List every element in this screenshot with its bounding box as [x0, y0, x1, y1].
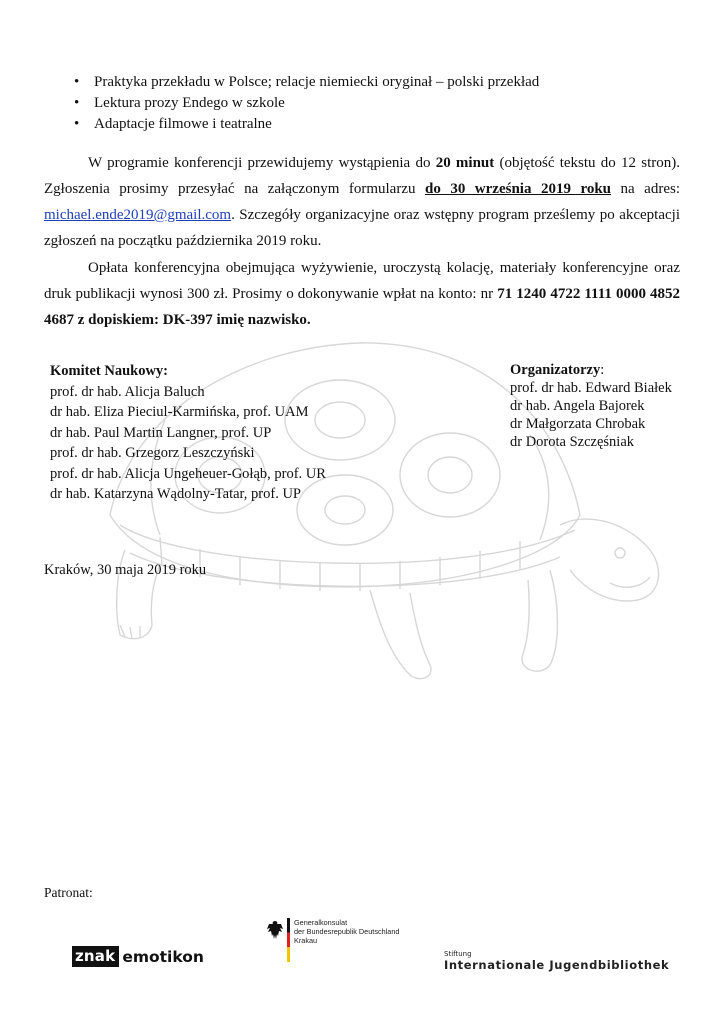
patronage-label: Patronat:	[44, 885, 93, 900]
fee-paragraph	[44, 255, 680, 333]
german-flag-stripe	[287, 918, 290, 962]
eagle-icon	[266, 920, 284, 940]
list-item: • Lektura prozy Endego w szkole	[72, 93, 539, 114]
organizer-member: dr hab. Angela Bajorek	[510, 398, 645, 414]
paragraph-text: Opłata konferencyjna obejmująca wyżywienie, uroczystą kolację, materiały konferencyjne oraz druk publikacji wynosi 300 zł. Prosimy o dokonywanie wpłat na konto: nr	[44, 260, 680, 302]
organizer-member: dr Dorota Szczęśniak	[510, 434, 635, 450]
consulate-line: Generalkonsulat	[294, 918, 348, 927]
organizers-heading-colon: :	[600, 362, 605, 378]
organizer-member: prof. dr hab. Edward Białek	[510, 380, 672, 396]
organizer-member: dr Małgorzata Chrobak	[510, 416, 646, 432]
submission-deadline: do 30 września 2019 roku	[424, 181, 612, 197]
ijb-name: Internationale Jugendbibliothek	[444, 958, 670, 972]
committee-member: prof. dr hab. Grzegorz Leszczyński	[50, 445, 255, 461]
german-consulate-logo	[266, 918, 399, 962]
committee-member: prof. dr hab. Alicja Ungeheuer-Gołąb, prof. UR	[50, 465, 326, 482]
list-item: • Adaptacje filmowe i teatralne	[72, 114, 539, 135]
znak-logo-box: znak	[72, 946, 119, 967]
committee-member: dr hab. Paul Martin Langner, prof. UP	[50, 424, 272, 441]
bank-account-number: 71 1240 4722 1111 0000 4852 4687 z dopiskiem: DK-397 imię nazwisko.	[44, 286, 680, 328]
topic-bullet-list	[72, 72, 539, 135]
organizers	[510, 361, 672, 451]
submission-paragraph	[44, 150, 680, 254]
consulate-text	[294, 918, 399, 945]
place-and-date: Kraków, 30 maja 2019 roku	[44, 562, 207, 578]
ijb-stiftung-label: Stiftung	[444, 950, 472, 958]
paragraph-text: W programie konferencji przewidujemy wystąpienia do	[88, 155, 436, 171]
committee-member: dr hab. Eliza Pieciul-Karmińska, prof. UAM	[50, 404, 309, 420]
paragraph-text: (objętość tekstu do 12 stron). Zgłoszenia prosimy przesyłać na załączonym formularzu	[44, 155, 680, 197]
list-item: • Praktyka przekładu w Polsce; relacje niemiecki oryginał – polski przekład	[72, 72, 539, 93]
organizers-heading-line	[510, 361, 672, 379]
email-link[interactable]: michael.ende2019@gmail.com	[44, 207, 232, 223]
organizers-heading: Organizatorzy	[510, 362, 601, 378]
paragraph-text: na adres:	[611, 181, 680, 197]
committee-member: dr hab. Katarzyna Wądolny-Tatar, prof. UP	[50, 486, 301, 502]
talk-duration: 20 minut	[435, 155, 495, 171]
emotikon-logo-word: emotikon	[122, 947, 204, 966]
scientific-committee	[50, 361, 326, 505]
consulate-line: Krakau	[294, 936, 318, 945]
consulate-line: der Bundesrepublik Deutschland	[294, 927, 400, 936]
znak-emotikon-logo	[72, 946, 204, 967]
committee-member: prof. dr hab. Alicja Baluch	[50, 383, 205, 400]
committee-heading: Komitet Naukowy:	[50, 363, 169, 379]
paragraph-text: . Szczegóły organizacyjne oraz wstępny program prześlemy po akceptacji zgłoszeń na początku października 2019 roku.	[44, 207, 680, 249]
ijb-logo	[444, 950, 669, 972]
